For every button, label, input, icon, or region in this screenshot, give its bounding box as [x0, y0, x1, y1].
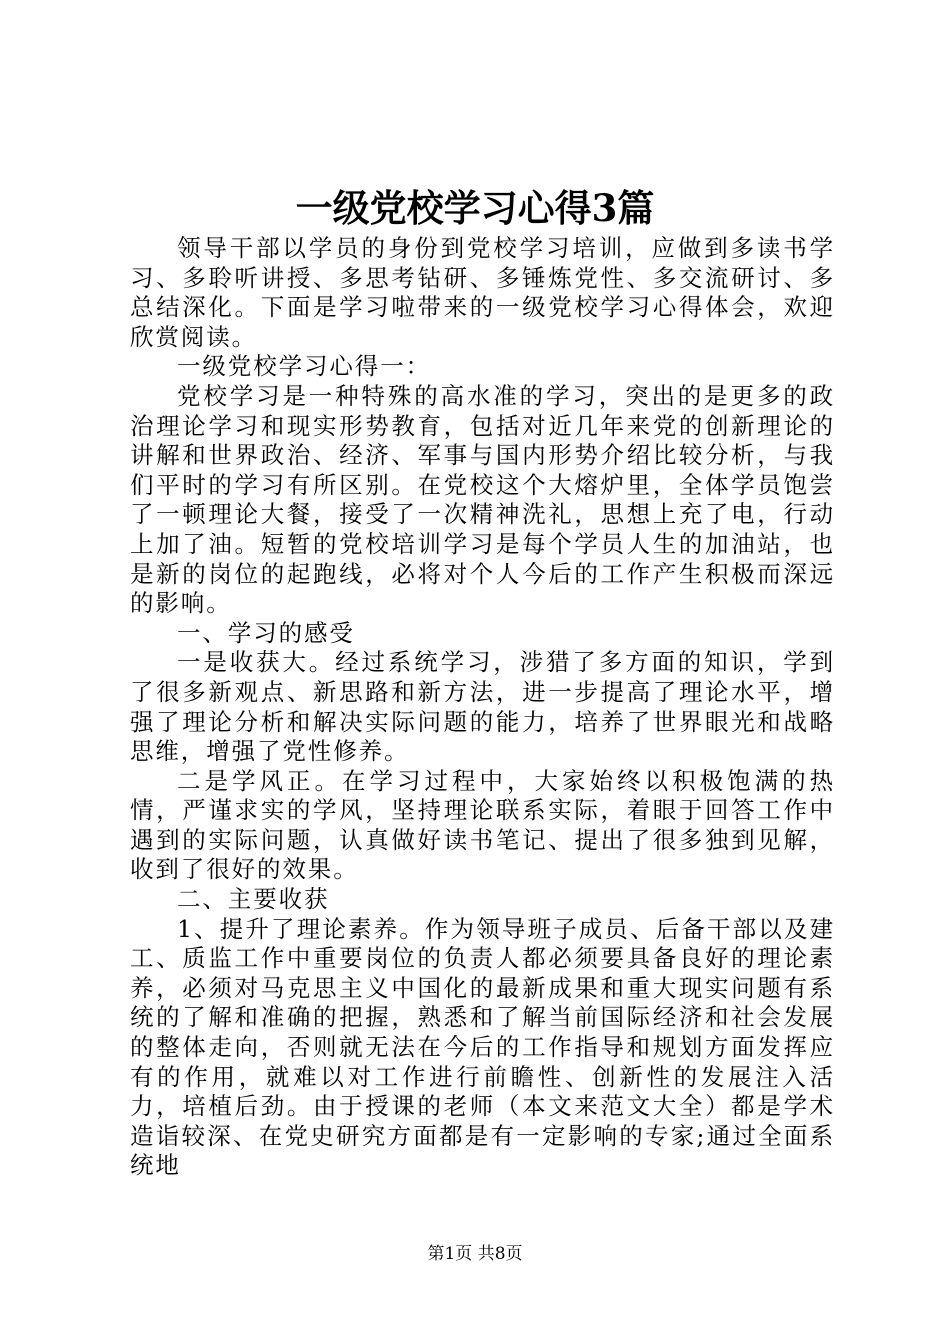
- document-body: [130, 234, 835, 1181]
- paragraph-party-school-study: 党校学习是一种特殊的高水准的学习，突出的是更多的政治理论学习和现实形势教育，包括对近几年来党的创新理论的讲解和世界政治、经济、军事与国内形势介绍比较分析，与我们平时的学习有所区别。在党校这个大熔炉里，全体学员饱尝了一顿理论大餐，接受了一次精神洗礼，思想上充了电，行动上加了油。短暂的党校培训学习是每个学员人生的加油站，也是新的岗位的起跑线，必将对个人今后的工作产生积极而深远的影响。: [130, 381, 835, 618]
- paragraph-big-harvest: 一是收获大。经过系统学习，涉猎了多方面的知识，学到了很多新观点、新思路和新方法，进一步提高了理论水平，增强了理论分析和解决实际问题的能力，培养了世界眼光和战略思维，增强了党性修养。: [130, 648, 835, 766]
- paragraph-heading-main-gains: 二、主要收获: [177, 885, 330, 914]
- paragraph-good-study-style: 二是学风正。在学习过程中，大家始终以积极饱满的热情，严谨求实的学风，坚持理论联系实际，着眼于回答工作中遇到的实际问题，认真做好读书笔记、提出了很多独到见解，收到了很好的效果。: [130, 766, 835, 884]
- paragraph-intro: 领导干部以学员的身份到党校学习培训，应做到多读书学习、多聆听讲授、多思考钻研、多锤炼党性、多交流研讨、多总结深化。下面是学习啦带来的一级党校学习心得体会，欢迎欣赏阅读。: [130, 234, 835, 351]
- page-title: 一级党校学习心得3篇: [295, 186, 655, 230]
- paragraph-theory-literacy: 1、提升了理论素养。作为领导班子成员、后备干部以及建工、质监工作中重要岗位的负责人都必须要具备良好的理论素养，必须对马克思主义中国化的最新成果和重大现实问题有系统的了解和准确的把握，熟悉和了解当前国际经济和社会发展的整体走向，否则就无法在今后的工作指导和规划方面发挥应有的作用，就难以对工作进行前瞻性、创新性的发展注入活力，培植后劲。由于授课的老师（本文来范文大全）都是学术造诣较深、在党史研究方面都是有一定影响的专家;通过全面系统地: [130, 914, 835, 1180]
- paragraph-heading-part-one: 一级党校学习心得一：: [177, 352, 431, 381]
- page-number: 第1页 共8页: [427, 1244, 523, 1264]
- paragraph-heading-feelings: 一、学习的感受: [177, 618, 355, 647]
